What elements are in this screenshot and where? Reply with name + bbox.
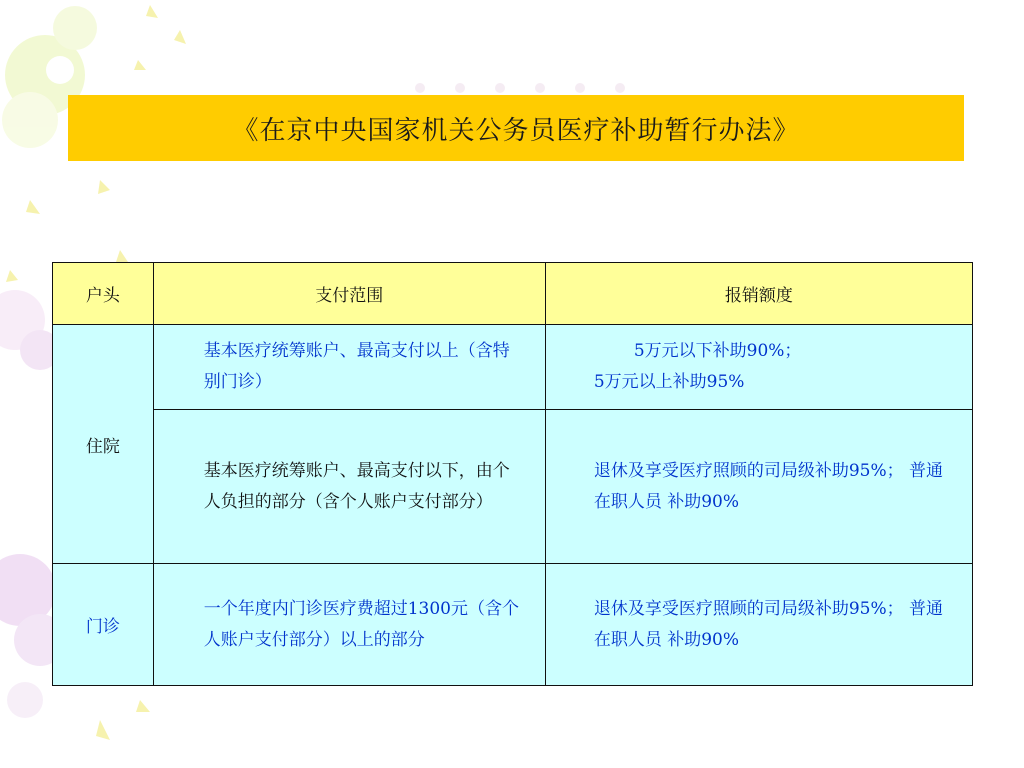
table-header-row (53, 263, 973, 325)
cell-scope (153, 564, 545, 686)
row-label-outpatient: 门诊 (53, 564, 154, 686)
cell-scope (153, 325, 545, 410)
amount-line-1: 5万元以下补助90%； (633, 341, 802, 361)
cell-amount (545, 410, 972, 564)
amount-line-2: 5万元以上补助95% (593, 372, 745, 392)
header-payment-scope: 支付范围 (153, 263, 545, 325)
header-reimbursement-amount: 报销额度 (545, 263, 972, 325)
scope-text: 基本医疗统筹账户、最高支付以上（含特别门诊） (203, 341, 510, 392)
faint-title-shadow (415, 83, 625, 93)
header-account: 户头 (53, 263, 154, 325)
cell-amount (545, 325, 972, 410)
cell-amount (545, 564, 972, 686)
table-row (53, 410, 973, 564)
table-row (53, 325, 973, 410)
amount-text: 退休及享受医疗照顾的司局级补助95%； 普通在职人员 补助90% (593, 598, 944, 650)
cell-scope (153, 410, 545, 564)
table-row (53, 564, 973, 686)
amount-text: 退休及享受医疗照顾的司局级补助95%； 普通在职人员 补助90% (593, 460, 944, 512)
scope-text: 基本医疗统筹账户、最高支付以下，由个人负担的部分（含个人账户支付部分） (203, 460, 510, 512)
slide-title: 《在京中央国家机关公务员医疗补助暂行办法》 (232, 115, 800, 146)
row-label-inpatient: 住院 (53, 325, 154, 564)
amount-block (546, 336, 972, 398)
reimbursement-table (52, 262, 973, 686)
title-banner (68, 95, 964, 161)
scope-text: 一个年度内门诊医疗费超过1300元（含个人账户支付部分）以上的部分 (203, 598, 519, 650)
